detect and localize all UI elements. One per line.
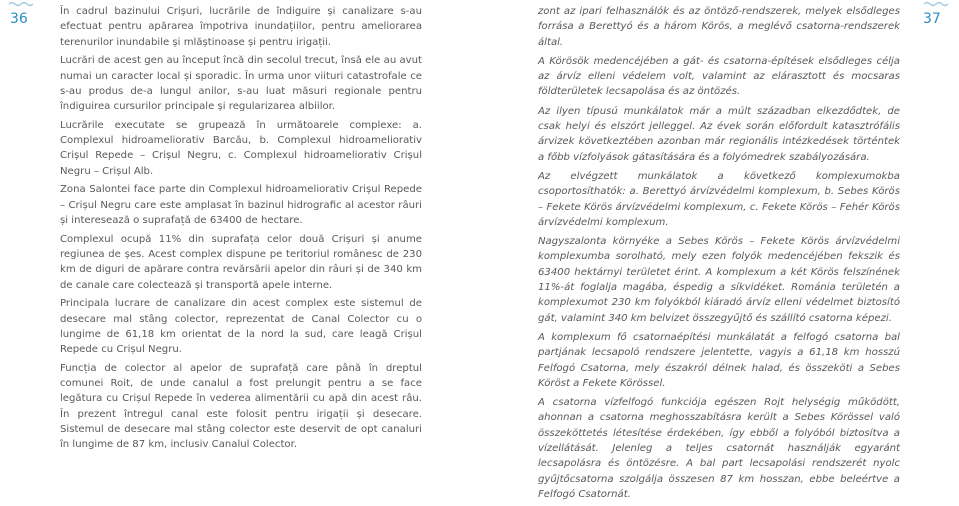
paragraph: Lucrări de acest gen au început încă din secolul trecut, însă ele au avut numai un caracter local și sporadic. În urma unor viituri catastrofale ce s-au produs de-a lungul anilor, s-au luat măsuri regionale pentru îndiguirea cursurilor principale și regularizarea albiilor.	[60, 55, 422, 113]
wave-icon	[8, 0, 34, 8]
paragraph: A csatorna vízfelfogó funkciója egészen Rojt helységig működött, ahonnan a csatorna meghosszabításra került a Sebes Körössel való összeköttetés létesítése érdekében, így ebből a folyóból biztosítva a vízellátását. Jelenleg a teljes csatornát használják egyaránt lecsapolásra és öntözésre. A bal part lecsapolási rendszerét nyolc gyűjtőcsatorna szolgálja összesen 87 km hosszan, ebbe beleértve a Felfogó Csatornát.	[538, 397, 900, 500]
paragraph: Principala lucrare de canalizare din acest complex este sistemul de desecare mal stâng colector, reprezentat de Canal Colector cu o lungime de 61,18 km orientat de la nord la sud, care leagă Crișul Repede cu Crișul Negru.	[60, 298, 422, 356]
paragraph: Lucrările executate se grupează în următoarele complexe: a. Complexul hidroameliorativ Barcău, b. Complexul hidroameliorativ Crișul Repede – Crișul Negru, c. Complexul hidroameliorativ Crișul Negru – Crișul Alb.	[60, 119, 422, 177]
paragraph: Nagyszalonta környéke a Sebes Körös – Fekete Körös árvízvédelmi komplexumba sorolható, mely ezen folyók medencéjében fekszik és 63400 hektárnyi területet érint. A komplexum a két Körös felszínének 11%-át foglalja magába, éspedig a síkvidéket. Románia területén a komplexumot 230 km folyókból kiáradó árvíz elleni védelmet biztosító gát, valamint 340 km belvizet összegyűjtő és szállító csatorna képezi.	[538, 236, 900, 324]
paragraph: Az ilyen típusú munkálatok már a múlt században elkezdődtek, de csak helyi és elszórt jelleggel. Az évek során előfordult katasztrófális árvizek következtében azonban már regionális intézkedések történtek a főbb vízfolyások gátasítására és a folyómedrek szabályozására.	[538, 105, 900, 163]
paragraph: Funcția de colector al apelor de suprafață care până în dreptul comunei Roit, de unde canalul a fost prelungit pentru a se face legătura cu Crișul Repede în vederea alimentării cu apă din acest râu. În prezent întregul canal este folosit pentru irigații și desecare. Sistemul de desecare mal stâng colector este deservit de opt canaluri în lungime de 87 km, inclusiv Canalul Colector.	[60, 362, 422, 451]
paragraph: Az elvégzett munkálatok a következő komplexumokba csoportosíthatók: a. Berettyó árvízvédelmi komplexum, b. Sebes Körös – Fekete Körös árvízvédelmi komplexum, c. Fekete Körös – Fehér Körös árvízvédelmi komplexum.	[538, 170, 900, 228]
paragraph: zont az ipari felhasználók és az öntöző-rendszerek, melyek elsődleges forrása a Berettyó és a három Körös, a meglévő csatorna-rendszerek által.	[538, 6, 900, 48]
paragraph: În cadrul bazinului Crișuri, lucrările de îndiguire și canalizare s-au efectuat pentru apărarea împotriva inundațiilor, pentru ameliorarea terenurilor inundabile și mlăștinoase și pentru irigații.	[60, 6, 422, 48]
paragraph: Complexul ocupă 11% din suprafața celor două Crișuri și anume regiunea de șes. Acest complex dispune pe teritoriul românesc de 230 km de diguri de apărare contra revărsării apelor din râuri și de 340 km de canale care colectează și transportă apele interne.	[60, 233, 422, 291]
page-number-right: 37	[923, 11, 941, 27]
paragraph: A Körösök medencéjében a gát- és csatorna-építések elsődleges célja az árvíz elleni védelem volt, valamint az elárasztott és mocsaras földterületek lecsapolása és az öntözés.	[538, 55, 900, 98]
romanian-text-column	[60, 4, 422, 456]
wave-icon	[923, 0, 949, 8]
hungarian-text-column	[538, 4, 900, 506]
paragraph: Zona Salontei face parte din Complexul hidroameliorativ Crișul Repede – Crișul Negru care este amplasat în bazinul hidrografic al acestor râuri și interesează o suprafață de 63400 de hectare.	[60, 184, 422, 227]
paragraph: A komplexum fő csatornaépítési munkálatát a felfogó csatorna bal partjának lecsapoló rendszere jelentette, vagyis a 61,18 km hosszú Felfogó Csatorna, mely északról délnek halad, és összeköti a Sebes Köröst a Fekete Körössel.	[538, 331, 900, 389]
page-number-left: 36	[10, 11, 28, 27]
